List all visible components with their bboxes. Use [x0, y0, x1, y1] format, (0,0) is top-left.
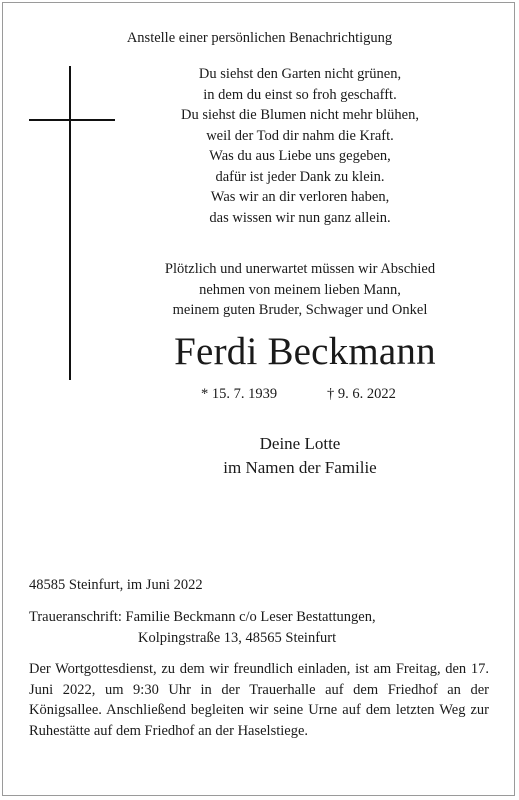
death-date: † 9. 6. 2022	[327, 386, 396, 402]
poem-line: Du siehst die Blumen nicht mehr blühen,	[180, 107, 419, 123]
mourner-line: im Namen der Familie	[223, 458, 377, 477]
notice-header: Anstelle einer persönlichen Benachrichtigung	[126, 30, 393, 46]
poem	[130, 64, 470, 228]
cross-icon	[69, 66, 71, 380]
address-line: Kolpingstraße 13, 48565 Steinfurt	[138, 629, 337, 646]
mourning-address	[29, 607, 489, 648]
deceased-name: Ferdi Beckmann	[174, 330, 436, 373]
intro-line: Plötzlich und unerwartet müssen wir Abschied	[164, 261, 436, 277]
poem-line: weil der Tod dir nahm die Kraft.	[206, 127, 394, 144]
poem-line: in dem du einst so froh geschafft.	[203, 86, 397, 103]
mourner-line: Deine Lotte	[259, 434, 341, 453]
poem-line: das wissen wir nun ganz allein.	[209, 209, 391, 226]
address-line: Traueranschrift: Familie Beckmann c/o Leser Bestattungen,	[29, 609, 376, 625]
poem-line: dafür ist jeder Dank zu klein.	[215, 168, 385, 185]
birth-date: * 15. 7. 1939	[201, 386, 278, 402]
mourners	[120, 432, 480, 480]
cross-icon-beam	[29, 119, 115, 121]
intro-line: meinem guten Bruder, Schwager und Onkel	[172, 302, 428, 318]
service-info: Der Wortgottesdienst, zu dem wir freundlich einladen, ist am Freitag, den 17. Juni 2022, um 9:30 Uhr in der Trauerhalle auf dem Friedhof an der Königsallee. Anschließend begleiten wir seine Urne auf dem letzten Weg zur Ruhestätte auf dem Friedhof an der Haselstiege.	[29, 661, 489, 739]
poem-line: Was wir an dir verloren haben,	[210, 189, 390, 205]
poem-line: Was du aus Liebe uns gegeben,	[209, 148, 391, 164]
place-date: 48585 Steinfurt, im Juni 2022	[29, 577, 203, 593]
poem-line: Du siehst den Garten nicht grünen,	[198, 66, 402, 82]
intro-text	[110, 259, 490, 321]
intro-line: nehmen von meinem lieben Mann,	[199, 281, 401, 298]
